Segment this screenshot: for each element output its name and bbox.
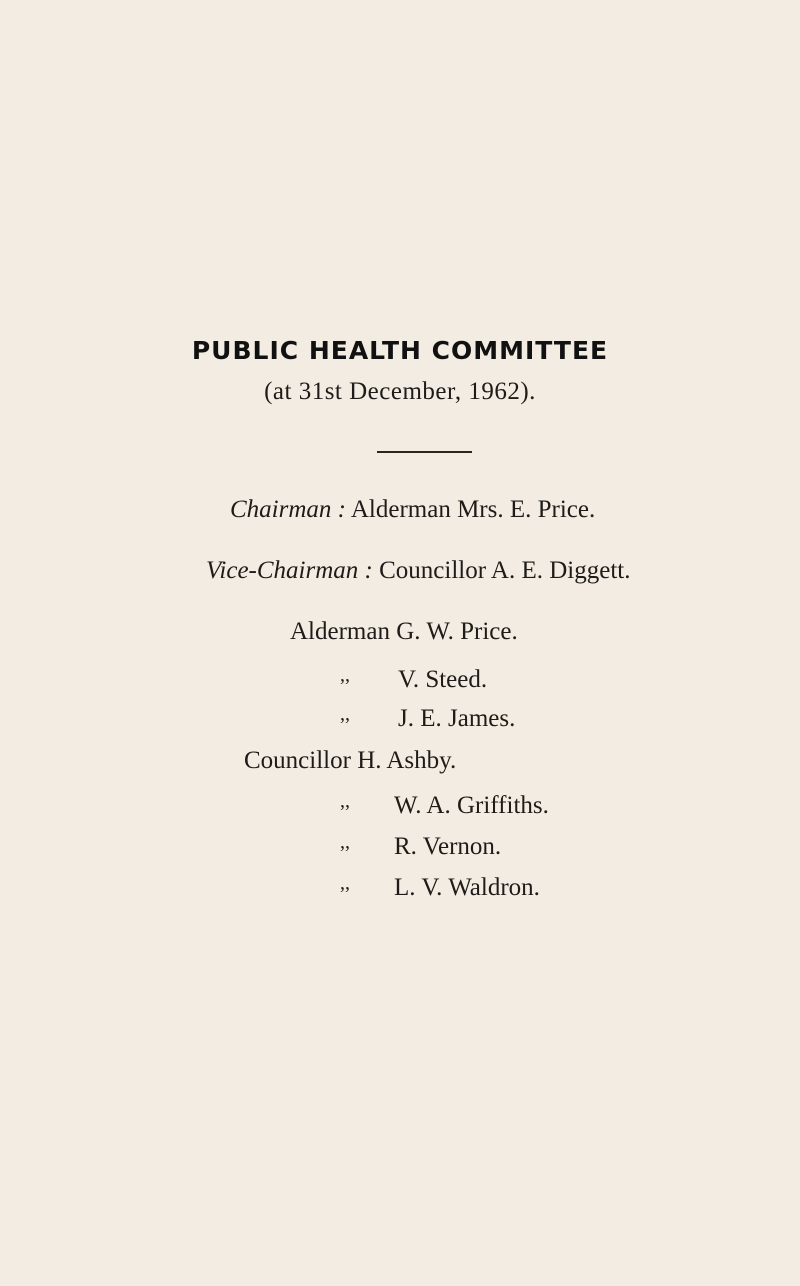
- vice-chairman-role: Vice-Chairman :: [206, 557, 373, 584]
- vice-chairman-name: Councillor A. E. Diggett.: [379, 557, 631, 584]
- member-title-ditto: ,,: [340, 664, 350, 686]
- member-name: J. E. James.: [398, 705, 516, 732]
- member-name: G. W. Price.: [396, 618, 518, 645]
- member-row: [244, 747, 456, 775]
- vice-chairman-line: [206, 557, 630, 585]
- member-name: R. Vernon.: [394, 833, 502, 860]
- member-title-ditto: ,,: [340, 872, 350, 894]
- chairman-name: Alderman Mrs. E. Price.: [350, 496, 596, 523]
- member-title-ditto: ,,: [340, 703, 350, 725]
- member-name: H. Ashby.: [357, 747, 457, 774]
- divider-rule: [377, 451, 472, 453]
- member-name: L. V. Waldron.: [394, 874, 540, 901]
- member-title-ditto: ,,: [340, 831, 350, 853]
- committee-title: PUBLIC HEALTH COMMITTEE: [191, 336, 609, 365]
- member-name: V. Steed.: [398, 666, 488, 693]
- member-title-ditto: ,,: [340, 790, 350, 812]
- member-row: [290, 618, 518, 646]
- member-title: Councillor: [244, 747, 351, 774]
- chairman-role: Chairman :: [230, 496, 346, 523]
- member-name: W. A. Griffiths.: [394, 792, 549, 819]
- chairman-line: [230, 496, 595, 524]
- committee-date: (at 31st December, 1962).: [264, 378, 536, 405]
- member-title: Alderman: [290, 618, 390, 645]
